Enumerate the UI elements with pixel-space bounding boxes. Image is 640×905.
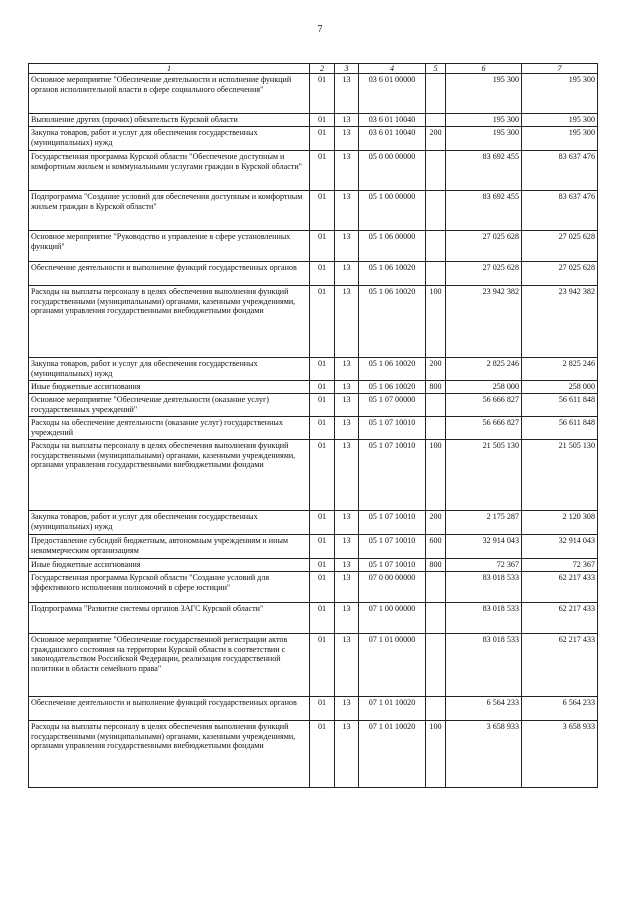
amount-col6-cell: 6 564 233 [446,697,522,721]
row-name-cell: Основное мероприятие "Обеспечение деятельности (оказание услуг) государственных учреждений" [29,394,310,417]
row-name-cell: Выполнение других (прочих) обязательств Курской области [29,114,310,127]
section-code-cell: 01 [310,381,335,394]
row-name-cell: Обеспечение деятельности и выполнение функций государственных органов [29,697,310,721]
section-code-cell: 01 [310,572,335,603]
expense-type-cell: 200 [426,358,446,381]
section-code-cell: 01 [310,559,335,572]
section-code-cell: 01 [310,74,335,114]
table-row [29,634,598,697]
row-name-cell: Закупка товаров, работ и услуг для обеспечения государственных (муниципальных) нужд [29,127,310,151]
subsection-code-cell: 13 [335,127,359,151]
row-name-cell: Основное мероприятие "Обеспечение деятельности и исполнение функций органов исполнительной власти в сфере социального обеспечения" [29,74,310,114]
target-article-cell: 07 1 01 10020 [359,697,426,721]
section-code-cell: 01 [310,394,335,417]
amount-col6-cell: 83 018 533 [446,634,522,697]
section-code-cell: 01 [310,511,335,535]
amount-col7-cell: 83 637 476 [522,191,598,231]
budget-table [28,63,598,788]
section-code-cell: 01 [310,262,335,286]
section-code-cell: 01 [310,634,335,697]
subsection-code-cell: 13 [335,262,359,286]
expense-type-cell [426,697,446,721]
row-name-cell: Расходы на выплаты персоналу в целях обеспечения выполнения функций государственными (муниципальными) органами, казенными учреждениями, органами управления государственными внебюджетными фондами [29,286,310,358]
amount-col7-cell: 195 300 [522,114,598,127]
subsection-code-cell: 13 [335,603,359,634]
amount-col6-cell: 27 025 628 [446,262,522,286]
expense-type-cell [426,262,446,286]
subsection-code-cell: 13 [335,440,359,511]
expense-type-cell: 200 [426,511,446,535]
amount-col6-cell: 32 914 043 [446,535,522,559]
expense-type-cell [426,572,446,603]
table-row [29,572,598,603]
amount-col7-cell: 258 000 [522,381,598,394]
row-name-cell: Обеспечение деятельности и выполнение функций государственных органов [29,262,310,286]
table-row [29,721,598,788]
amount-col6-cell: 72 367 [446,559,522,572]
subsection-code-cell: 13 [335,697,359,721]
amount-col6-cell: 3 658 933 [446,721,522,788]
row-name-cell: Подпрограмма "Развитие системы органов ЗАГС Курской области" [29,603,310,634]
amount-col7-cell: 21 505 130 [522,440,598,511]
expense-type-cell: 200 [426,127,446,151]
expense-type-cell: 800 [426,381,446,394]
section-code-cell: 01 [310,603,335,634]
table-row [29,114,598,127]
target-article-cell: 03 6 01 00000 [359,74,426,114]
row-name-cell: Расходы на выплаты персоналу в целях обеспечения выполнения функций государственными (муниципальными) органами, казенными учреждениями, органами управления государственными внебюджетными фондами [29,440,310,511]
subsection-code-cell: 13 [335,559,359,572]
row-name-cell: Иные бюджетные ассигнования [29,559,310,572]
amount-col7-cell: 195 300 [522,127,598,151]
amount-col6-cell: 83 692 455 [446,151,522,191]
section-code-cell: 01 [310,417,335,440]
section-code-cell: 01 [310,286,335,358]
table-row [29,697,598,721]
amount-col7-cell: 32 914 043 [522,535,598,559]
amount-col6-cell: 21 505 130 [446,440,522,511]
expense-type-cell [426,191,446,231]
amount-col6-cell: 2 175 287 [446,511,522,535]
target-article-cell: 05 1 00 00000 [359,191,426,231]
section-code-cell: 01 [310,231,335,262]
amount-col7-cell: 6 564 233 [522,697,598,721]
target-article-cell: 05 1 07 00000 [359,394,426,417]
target-article-cell: 05 1 06 10020 [359,286,426,358]
table-row [29,381,598,394]
section-code-cell: 01 [310,358,335,381]
table-row [29,74,598,114]
amount-col6-cell: 195 300 [446,114,522,127]
expense-type-cell: 100 [426,286,446,358]
amount-col6-cell: 56 666 827 [446,394,522,417]
table-row [29,127,598,151]
expense-type-cell [426,74,446,114]
amount-col7-cell: 3 658 933 [522,721,598,788]
expense-type-cell: 100 [426,721,446,788]
row-name-cell: Расходы на выплаты персоналу в целях обеспечения выполнения функций государственными (муниципальными) органами, казенными учреждениями, органами управления государственными внебюджетными фондами [29,721,310,788]
table-row [29,440,598,511]
row-name-cell: Основное мероприятие "Руководство и управление в сфере установленных функций" [29,231,310,262]
table-row [29,358,598,381]
table-row [29,603,598,634]
expense-type-cell [426,417,446,440]
row-name-cell: Расходы на обеспечение деятельности (оказание услуг) государственных учреждений [29,417,310,440]
amount-col7-cell: 62 217 433 [522,572,598,603]
amount-col7-cell: 2 825 246 [522,358,598,381]
target-article-cell: 05 1 06 10020 [359,262,426,286]
amount-col6-cell: 27 025 628 [446,231,522,262]
expense-type-cell [426,231,446,262]
section-code-cell: 01 [310,440,335,511]
amount-col7-cell: 27 025 628 [522,262,598,286]
amount-col6-cell: 23 942 382 [446,286,522,358]
amount-col7-cell: 83 637 476 [522,151,598,191]
expense-type-cell [426,114,446,127]
row-name-cell: Государственная программа Курской области "Создание условий для эффективного исполнения полномочий в сфере юстиции" [29,572,310,603]
table-row [29,191,598,231]
subsection-code-cell: 13 [335,394,359,417]
subsection-code-cell: 13 [335,191,359,231]
amount-col7-cell: 62 217 433 [522,634,598,697]
expense-type-cell [426,603,446,634]
subsection-code-cell: 13 [335,231,359,262]
expense-type-cell: 100 [426,440,446,511]
expense-type-cell: 800 [426,559,446,572]
subsection-code-cell: 13 [335,358,359,381]
subsection-code-cell: 13 [335,74,359,114]
column-header: 6 [446,64,522,74]
column-header: 4 [359,64,426,74]
subsection-code-cell: 13 [335,572,359,603]
section-code-cell: 01 [310,151,335,191]
table-row [29,151,598,191]
table-row [29,559,598,572]
target-article-cell: 05 1 07 10010 [359,559,426,572]
expense-type-cell: 600 [426,535,446,559]
target-article-cell: 05 1 06 00000 [359,231,426,262]
row-name-cell: Государственная программа Курской области "Обеспечение доступным и комфортным жильем и коммунальными услугами граждан в Курской области" [29,151,310,191]
row-name-cell: Основное мероприятие "Обеспечение государственной регистрации актов гражданского состояния на территории Курской области в соответствии с законодательством Российской Федерации, реализация государственной политики в области семейного права" [29,634,310,697]
amount-col7-cell: 62 217 433 [522,603,598,634]
table-row [29,417,598,440]
expense-type-cell [426,634,446,697]
section-code-cell: 01 [310,114,335,127]
amount-col6-cell: 56 666 827 [446,417,522,440]
table-row [29,535,598,559]
amount-col6-cell: 83 018 533 [446,572,522,603]
amount-col7-cell: 56 611 848 [522,417,598,440]
column-header: 7 [522,64,598,74]
table-row [29,511,598,535]
target-article-cell: 03 6 01 10040 [359,114,426,127]
amount-col7-cell: 72 367 [522,559,598,572]
table-row [29,231,598,262]
row-name-cell: Предоставление субсидий бюджетным, автономным учреждениям и иным некоммерческим организациям [29,535,310,559]
subsection-code-cell: 13 [335,286,359,358]
section-code-cell: 01 [310,191,335,231]
target-article-cell: 05 1 07 10010 [359,511,426,535]
expense-type-cell [426,394,446,417]
target-article-cell: 07 1 01 00000 [359,634,426,697]
subsection-code-cell: 13 [335,151,359,191]
amount-col7-cell: 23 942 382 [522,286,598,358]
section-code-cell: 01 [310,535,335,559]
subsection-code-cell: 13 [335,511,359,535]
amount-col7-cell: 2 120 308 [522,511,598,535]
column-header: 2 [310,64,335,74]
row-name-cell: Закупка товаров, работ и услуг для обеспечения государственных (муниципальных) нужд [29,511,310,535]
target-article-cell: 03 6 01 10040 [359,127,426,151]
target-article-cell: 05 0 00 00000 [359,151,426,191]
amount-col6-cell: 258 000 [446,381,522,394]
amount-col6-cell: 83 018 533 [446,603,522,634]
target-article-cell: 07 1 01 10020 [359,721,426,788]
subsection-code-cell: 13 [335,721,359,788]
section-code-cell: 01 [310,127,335,151]
target-article-cell: 05 1 07 10010 [359,440,426,511]
section-code-cell: 01 [310,721,335,788]
column-header: 3 [335,64,359,74]
table-row [29,394,598,417]
table-row [29,262,598,286]
target-article-cell: 07 0 00 00000 [359,572,426,603]
amount-col6-cell: 2 825 246 [446,358,522,381]
expense-type-cell [426,151,446,191]
column-header: 5 [426,64,446,74]
row-name-cell: Подпрограмма "Создание условий для обеспечения доступным и комфортным жильем граждан в Курской области" [29,191,310,231]
target-article-cell: 05 1 06 10020 [359,381,426,394]
amount-col7-cell: 195 300 [522,74,598,114]
page-number: 7 [317,24,323,35]
amount-col6-cell: 195 300 [446,74,522,114]
amount-col7-cell: 27 025 628 [522,231,598,262]
row-name-cell: Иные бюджетные ассигнования [29,381,310,394]
column-header: 1 [29,64,310,74]
target-article-cell: 05 1 07 10010 [359,535,426,559]
amount-col7-cell: 56 611 848 [522,394,598,417]
row-name-cell: Закупка товаров, работ и услуг для обеспечения государственных (муниципальных) нужд [29,358,310,381]
target-article-cell: 05 1 06 10020 [359,358,426,381]
target-article-cell: 07 1 00 00000 [359,603,426,634]
subsection-code-cell: 13 [335,535,359,559]
section-code-cell: 01 [310,697,335,721]
amount-col6-cell: 83 692 455 [446,191,522,231]
column-number-row [29,64,598,74]
subsection-code-cell: 13 [335,417,359,440]
amount-col6-cell: 195 300 [446,127,522,151]
target-article-cell: 05 1 07 10010 [359,417,426,440]
subsection-code-cell: 13 [335,114,359,127]
table-row [29,286,598,358]
subsection-code-cell: 13 [335,381,359,394]
subsection-code-cell: 13 [335,634,359,697]
